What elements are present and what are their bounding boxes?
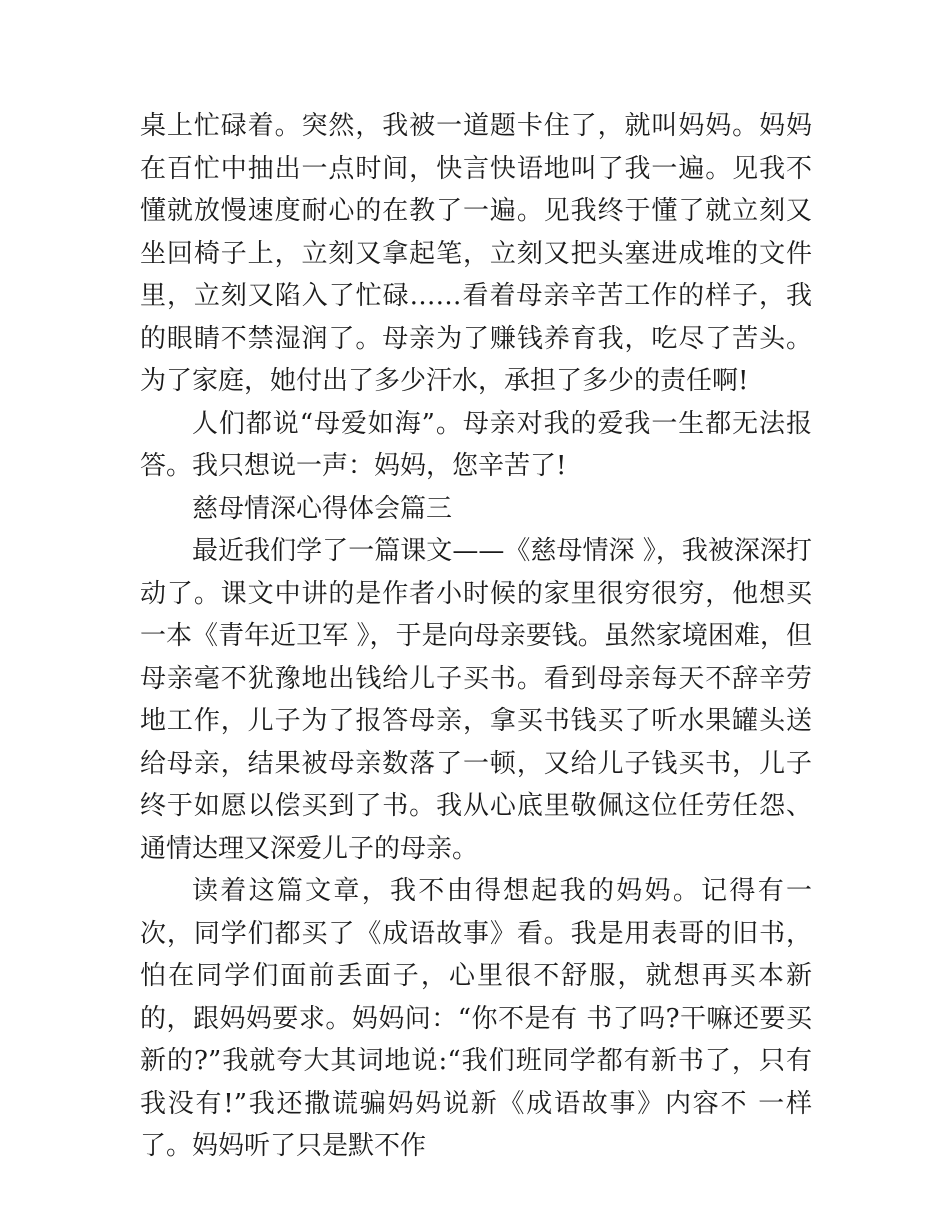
- paragraph-personal-story: 读着这篇文章，我不由得想起我的妈妈。记得有一次，同学们都买了《成语故事》看。我是用表哥的旧书，怕在同学们面前丢面子，心里很不舒服，就想再买本新的，跟妈妈要求。妈妈问：“你不是有 书了吗?干嘛还要买新的?”我就夸大其词地说:“我们班同学都有新书了，只有我没有!”我还撒谎骗妈妈说新《成语故事》内容不 一样了。妈妈听了只是默不作: [140, 876, 812, 1161]
- paragraph-lesson-summary: 最近我们学了一篇课文——《慈母情深 》，我被深深打动了。课文中讲的是作者小时候的家里很穷很穷，他想买一本《青年近卫军 》，于是向母亲要钱。虽然家境困难，但母亲毫不犹豫地出钱给儿子买书。看到母亲每天不辞辛劳地工作，儿子为了报答母亲，拿买书钱买了听水果罐头送给母亲，结果被母亲数落了一顿，又给儿子钱买书，儿子终于如愿以偿买到了书。我从心底里敬佩这位任劳任怨、通情达理又深爱儿子的母亲。: [140, 536, 812, 864]
- body-text: [140, 105, 812, 1168]
- paragraph-continuation: 桌上忙碌着。突然，我被一道题卡住了，就叫妈妈。妈妈在百忙中抽出一点时间，快言快语地叫了我一遍。见我不懂就放慢速度耐心的在教了一遍。见我终于懂了就立刻又坐回椅子上，立刻又拿起笔，立刻又把头塞进成堆的文件里，立刻又陷入了忙碌……看着母亲辛苦工作的样子，我的眼睛不禁湿润了。母亲为了赚钱养育我，吃尽了苦头。为了家庭，她付出了多少汗水，承担了多少的责任啊!: [140, 111, 812, 396]
- paragraph-mother-love: 人们都说“母爱如海”。母亲对我的爱我一生都无法报答。我只想说一声：妈妈，您辛苦了!: [140, 408, 812, 481]
- section-heading: 慈母情深心得体会篇三: [192, 493, 453, 524]
